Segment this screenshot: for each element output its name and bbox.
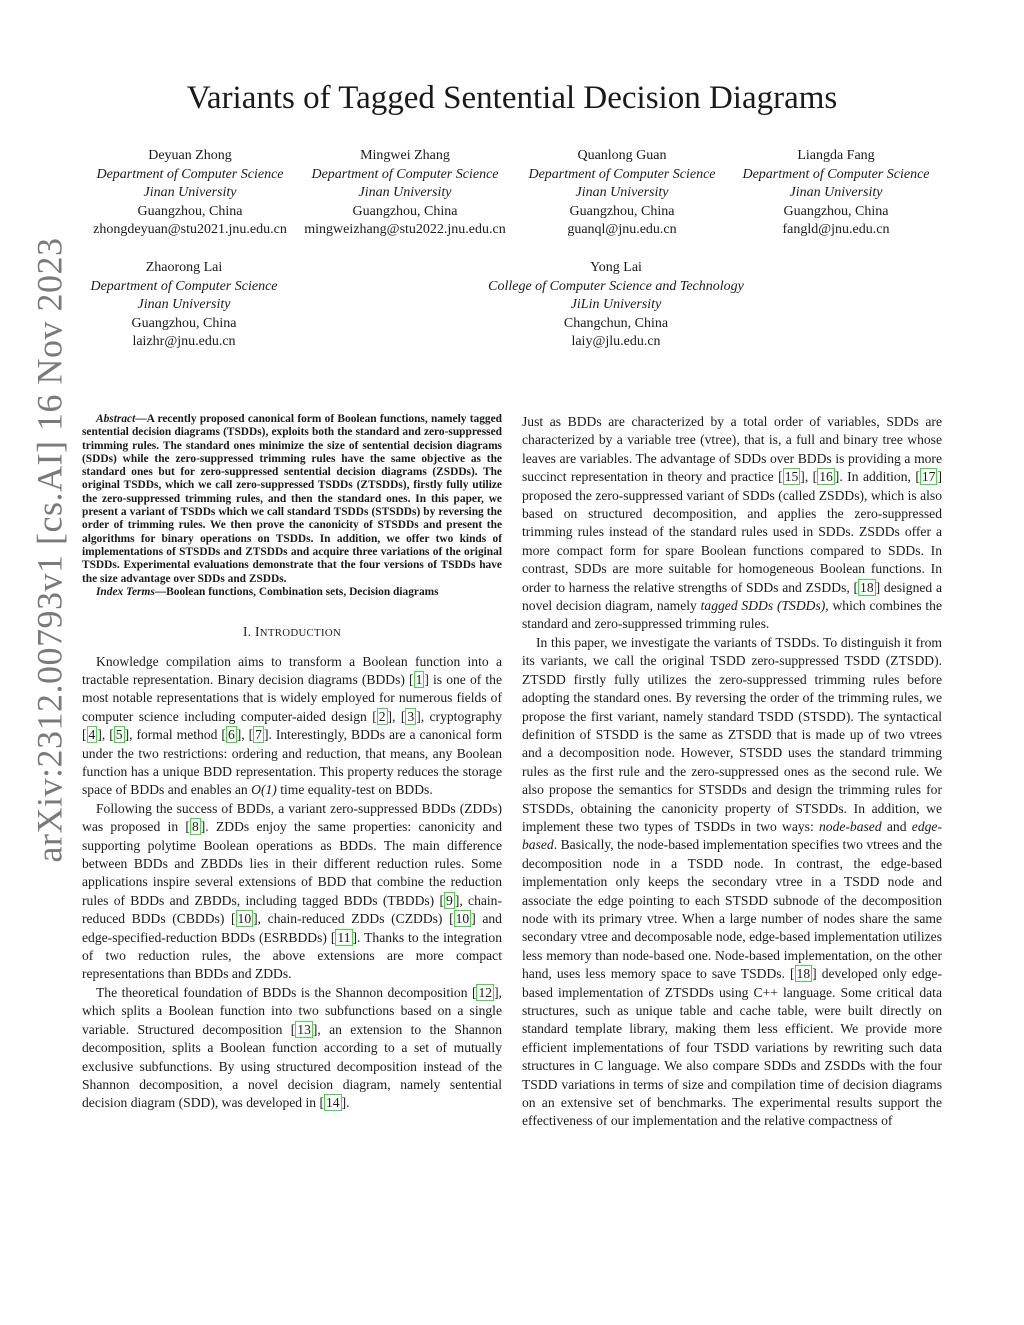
section-heading bbox=[82, 623, 502, 642]
author-location: Guangzhou, China bbox=[783, 203, 889, 219]
intro-paragraph-3: The theoretical foundation of BDDs is the Shannon decomposition [ 12 ], which splits a Boolean function into two subfunctions based on a single variable. Structured decomposition [ 13 ], an extension to the Shannon decomposition, splits a Boolean function according to a set of mutually exclusive subfunctions. By using structured decomposition instead of the Shannon decomposition, a novel decision diagram, namely sentential decision diagram (SDD), was developed in [ 14 ]. bbox=[82, 984, 502, 1111]
citation-link[interactable]: 1 bbox=[415, 671, 423, 687]
index-terms bbox=[82, 586, 502, 599]
abstract-label: Abstract bbox=[96, 413, 136, 425]
author-univ: Jinan University bbox=[358, 185, 452, 201]
right-paragraph-2: In this paper, we investigate the variants of TSDDs. To distinguish it from its variants, we call the original TSDD zero-suppressed TSDD (ZTSDD). ZTSDD firstly fully utilizes the zero-suppressed trimming rules before adopting the standard ones. By reversing the order of the trimming rules, we propose the first variant, namely standard TSDD (STSDD). The syntactical definition of STSDD is the same as ZTSDD that is made up of two vtrees and a decomposition node. However, STSDD uses the standard trimming rules as the first rule and the zero-suppressed ones as the second rule. We also propose the semantics for STSDDs and design the trimming rules for STSDDs, obtaining the canonicity property of STSDDs. In addition, we implement these two types of TSDDs in two ways: node-based and edge-based. Basically, the node-based implementation specifies two vtrees and the decomposition node in a TSDD node. In contrast, the edge-based implementation only keeps the secondary vtree in a TSDD node and associate the edge pointing to each STSDD subnode of the decomposition node with its primary vtree. When a large number of nodes share the same secondary vtree and decomposable node, edge-based implementation utilizes less memory than node-based one. Node-based implementation, on the other hand, uses less memory space to save TSDDs. [ 18 ] developed only edge-based implementation of ZTSDDs using C++ language. Some critical data structures, such as unique table and cache table, were built directly on standard template library, making them less efficient. We provide more efficient implementations of four TSDD variations by rewriting such data structures in C language. We also compare SDDs and ZSDDs with the four TSDD variations in terms of size and compilation time of decision diagrams on an extensive set of benchmarks. The experimental results support the effectiveness of our implementation and the relative compactness of bbox=[522, 634, 942, 1129]
citation-link[interactable]: 3 bbox=[407, 708, 415, 724]
author-name: Deyuan Zhong bbox=[148, 148, 232, 163]
author-univ: Jinan University bbox=[137, 297, 231, 313]
emphasis-term: node-based bbox=[818, 818, 882, 834]
author-univ: Jinan University bbox=[575, 185, 669, 201]
left-column bbox=[82, 413, 502, 1113]
arxiv-stamp-text: arXiv:2312.00793v1 [cs.AI] 16 Nov 2023 bbox=[29, 237, 70, 863]
citation-link[interactable]: 13 bbox=[297, 1021, 311, 1037]
section-title-initial: I bbox=[255, 624, 260, 640]
author-email: laiy@jlu.edu.cn bbox=[571, 334, 661, 350]
author-location: Changchun, China bbox=[563, 315, 669, 331]
citation-link[interactable]: 18 bbox=[796, 966, 811, 982]
author-name: Mingwei Zhang bbox=[360, 148, 450, 163]
author-block bbox=[512, 147, 732, 240]
author-location: Guangzhou, China bbox=[352, 203, 458, 219]
citation-link[interactable]: 10 bbox=[237, 911, 252, 927]
intro-paragraph-2: Following the success of BDDs, a variant zero-suppressed BDDs (ZDDs) was proposed in [ 8 ]. ZDDs enjoy the same properties: canonicity and supporting polytime Boolean operations as BDDs. The main difference between BDDs and ZBDDs lies in their different reduction rules. Some applications inspire several extensions of BDD that combine the reduction rules of BDDs and ZBDDs, including tagged BDDs (TBDDs) [ 9 ], chain-reduced BDDs (CBDDs) [ 10 ], chain-reduced ZDDs (CZDDs) [ 10 ] and edge-specified-reduction BDDs (ESRBDDs) [ 11 ]. Thanks to the integration of two reduction rules, the above extensions are more compact representations than BDDs and ZDDs. bbox=[82, 800, 503, 982]
index-terms-label: Index Terms bbox=[96, 585, 155, 598]
author-email: laizhr@jnu.edu.cn bbox=[132, 334, 236, 350]
citation-link[interactable]: 11 bbox=[337, 929, 351, 945]
author-block bbox=[464, 259, 768, 352]
author-name: Yong Lai bbox=[590, 260, 642, 275]
author-email: zhongdeyuan@stu2021.jnu.edu.cn bbox=[93, 222, 287, 238]
author-email: mingweizhang@stu2022.jnu.edu.cn bbox=[304, 222, 506, 238]
right-paragraph-1: Just as BDDs are characterized by a total order of variables, SDDs are characterized by a variable tree (vtree), that is, a full and binary tree whose leaves are variables. The advantage of SDDs over BDDs is providing a more succinct representation in theory and practice [ 15 ], [ 16 ]. In addition, [ 17 ] proposed the zero-suppressed variant of SDDs (called ZSDDs), which is also based on structured decomposition, and applies the zero-suppressed trimming rules instead of the standard rules used in SDDs. ZSDDs offer a more compact form for spare Boolean functions compared to SDDs. In contrast, SDDs are more suitable for homogeneous Boolean functions. In order to harness the relative strengths of SDDs and ZSDDs, [ 18 ] designed a novel decision diagram, namely tagged SDDs (TSDDs), which combines the standard and zero-suppressed trimming rules. bbox=[522, 414, 943, 632]
citation-link[interactable]: 9 bbox=[446, 892, 453, 908]
citation-link[interactable]: 5 bbox=[115, 727, 123, 743]
citation-link[interactable]: 14 bbox=[325, 1095, 340, 1111]
author-block bbox=[295, 147, 515, 240]
author-univ: Jinan University bbox=[789, 185, 883, 201]
citation-link[interactable]: 2 bbox=[378, 708, 386, 724]
author-email: fangld@jnu.edu.cn bbox=[782, 222, 890, 238]
math-expression: O(1) bbox=[251, 782, 277, 798]
section-title-rest: NTRODUCTION bbox=[259, 627, 342, 640]
author-dept: College of Computer Science and Technology bbox=[488, 278, 744, 294]
author-dept: Department of Computer Science bbox=[90, 278, 278, 294]
author-block bbox=[726, 147, 946, 240]
author-dept: Department of Computer Science bbox=[96, 166, 284, 182]
author-email: guanql@jnu.edu.cn bbox=[567, 222, 677, 238]
author-dept: Department of Computer Science bbox=[742, 166, 930, 182]
author-dept: Department of Computer Science bbox=[528, 166, 716, 182]
intro-paragraph-1: Knowledge compilation aims to transform a Boolean function into a tractable representation. Binary decision diagrams (BDDs) [ 1 ] is one of the most notable representations that is widely employed for numerous fields of computer science including computer-aided design [ 2 ], [ 3 ], cryptography [ 4 ], [ 5 ], formal method [ 6 ], [ 7 ]. Interestingly, BDDs are a canonical form under the two restrictions: ordering and reduction, that means, any Boolean function has a unique BDD representation. This property reduces the storage space of BDDs and enables an O(1) time equality-test on BDDs. bbox=[82, 653, 503, 798]
author-name: Quanlong Guan bbox=[577, 148, 667, 163]
citation-link[interactable]: 17 bbox=[921, 469, 936, 485]
citation-link[interactable]: 4 bbox=[88, 727, 96, 743]
index-terms-text: —Boolean functions, Combination sets, Decision diagrams bbox=[154, 585, 439, 598]
citation-link[interactable]: 12 bbox=[478, 984, 493, 1000]
author-location: Guangzhou, China bbox=[137, 203, 243, 219]
section-numeral: I. bbox=[242, 624, 255, 640]
author-univ: Jinan University bbox=[143, 185, 237, 201]
arxiv-stamp bbox=[28, 130, 70, 970]
abstract bbox=[82, 413, 502, 586]
author-block bbox=[74, 259, 294, 352]
citation-link[interactable]: 15 bbox=[784, 469, 799, 485]
citation-link[interactable]: 8 bbox=[191, 819, 199, 835]
emphasis-term: tagged SDDs (TSDDs) bbox=[700, 598, 826, 614]
author-block bbox=[80, 147, 300, 240]
citation-link[interactable]: 18 bbox=[860, 579, 874, 595]
author-name: Liangda Fang bbox=[797, 148, 875, 163]
citation-link[interactable]: 6 bbox=[227, 727, 235, 743]
author-location: Guangzhou, China bbox=[569, 203, 675, 219]
citation-link[interactable]: 10 bbox=[455, 911, 470, 927]
right-column bbox=[522, 413, 942, 1131]
author-univ: JiLin University bbox=[570, 297, 662, 313]
citation-link[interactable]: 7 bbox=[255, 727, 262, 743]
author-name: Zhaorong Lai bbox=[145, 260, 223, 275]
author-location: Guangzhou, China bbox=[131, 315, 237, 331]
emphasis-term: edge-based bbox=[522, 818, 942, 853]
abstract-text: —A recently proposed canonical form of Boolean functions, namely tagged sentential decision diagrams (TSDDs), exploits both the standard and zero-suppressed trimming rules. The standard ones minimize the size of sentential decision diagrams (SDDs) while the zero-suppressed trimming rules have the same objective as the standard ones but for zero-suppressed sentential decision diagrams (ZSDDs). The original TSDDs, which we call zero-suppressed TSDDs (ZTSDDs), firstly fully utilize the zero-suppressed trimming rules, and then the standard ones. In this paper, we present a variant of TSDDs which we call standard TSDDs (STSDDs) by reversing the order of trimming rules. We then prove the canonicity of STSDDs and present the algorithms for binary operations on TSDDs. In addition, we offer two kinds of implementations of STSDDs and ZTSDDs and acquire three variations of the original TSDDs. Experimental evaluations demonstrate that the four versions of TSDDs have the size advantage over SDDs and ZSDDs. bbox=[82, 413, 502, 585]
author-dept: Department of Computer Science bbox=[311, 166, 499, 182]
paper-title: Variants of Tagged Sentential Decision Diagrams bbox=[186, 80, 838, 116]
citation-link[interactable]: 16 bbox=[819, 469, 833, 485]
